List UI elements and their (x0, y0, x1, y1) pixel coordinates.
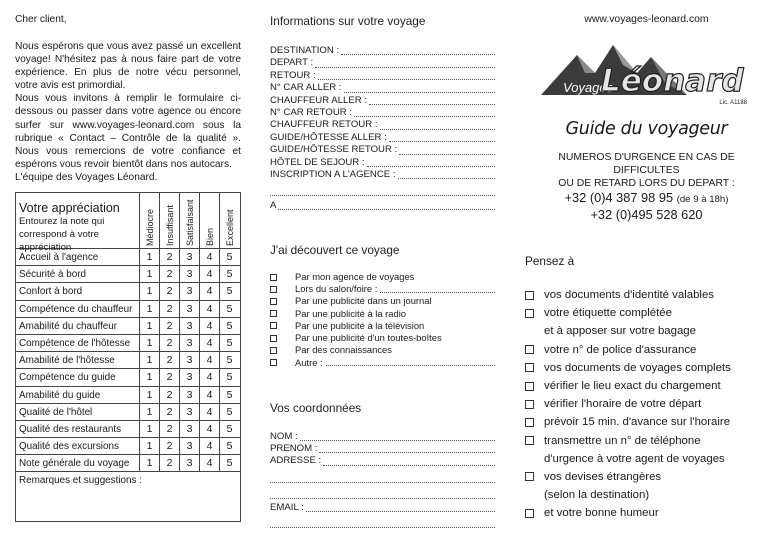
intro-text (15, 40, 241, 184)
checkbox-icon[interactable] (525, 436, 534, 445)
rating-option[interactable]: 1 (139, 318, 159, 334)
scale-label: Excellent (225, 209, 235, 246)
trip-field[interactable] (270, 107, 495, 119)
guide-title: Guide du voyageur (565, 119, 728, 139)
intro-paragraph: Nous espérons que vous avez passé un excellent voyage! N'hésitez pas à nous faire part de votre expérience. En plus de notre vécu personnel, votre avis est primordial. (15, 41, 241, 92)
phone1-text: +32 (0)4 387 98 95 (564, 190, 674, 205)
discovery-title: J'ai découvert ce voyage (270, 243, 400, 258)
rating-option[interactable]: 4 (199, 369, 219, 385)
rating-row (16, 369, 240, 386)
criterion-label: Note générale du voyage (19, 458, 130, 470)
letter (15, 14, 241, 184)
licence-text: Lic. A1188 (719, 100, 747, 106)
pensez-item-label: (selon la destination) (544, 489, 650, 502)
checkbox-icon[interactable] (270, 310, 277, 317)
trip-field[interactable] (270, 57, 495, 69)
rating-title: Votre appréciation (19, 201, 120, 215)
discovery-option[interactable] (270, 308, 495, 320)
brand-panel (525, 14, 768, 522)
contact-title: Vos coordonnées (270, 400, 362, 415)
rating-option[interactable]: 2 (159, 266, 179, 282)
pensez-item (525, 322, 768, 340)
rating-option[interactable]: 5 (219, 249, 239, 265)
pensez-item[interactable] (525, 286, 768, 304)
rating-option[interactable]: 4 (199, 318, 219, 334)
rating-row (16, 335, 240, 352)
rating-row (16, 249, 240, 266)
checkbox-icon[interactable] (525, 418, 534, 427)
checkbox-icon[interactable] (270, 286, 277, 293)
discovery-option-label: Par une publicité à la radio (295, 307, 407, 319)
rating-option[interactable]: 5 (219, 421, 239, 437)
trip-field-label: CHAUFFEUR ALLER : (270, 94, 368, 106)
criterion-label: Qualité de l'hôtel (19, 406, 93, 418)
criterion-label: Compétence du guide (19, 372, 116, 384)
discovery-option-label: Par mon agence de voyages (295, 271, 415, 283)
rating-option[interactable]: 3 (179, 249, 199, 265)
rating-option[interactable]: 3 (179, 387, 199, 403)
rating-option[interactable]: 2 (159, 352, 179, 368)
rating-row (16, 404, 240, 421)
scale-header (139, 193, 159, 249)
rating-option[interactable]: 4 (199, 438, 219, 454)
trip-field-label: HÔTEL DE SEJOUR : (270, 156, 365, 168)
trip-field-label: RETOUR : (270, 69, 316, 81)
checkbox-icon[interactable] (525, 363, 534, 372)
rating-option[interactable]: 4 (199, 404, 219, 420)
rating-option[interactable]: 3 (179, 301, 199, 317)
checkbox-icon[interactable] (525, 400, 534, 409)
discovery-option-label: Par une publicité à la télévision (295, 319, 425, 331)
criterion-label: Qualité des excursions (19, 441, 119, 453)
rating-option[interactable]: 1 (139, 421, 159, 437)
rating-option[interactable]: 3 (179, 455, 199, 471)
rating-table (15, 192, 241, 522)
phone1-hours: (de 9 à 18h) (676, 194, 729, 205)
rating-row (16, 283, 240, 300)
rating-option[interactable]: 2 (159, 421, 179, 437)
rating-option[interactable]: 2 (159, 369, 179, 385)
pensez-item (525, 450, 768, 468)
pensez-item-label: transmettre un n° de téléphone (544, 434, 701, 447)
greeting: Cher client, (15, 14, 67, 25)
pensez-item-label: votre n° de police d'assurance (544, 343, 697, 356)
rating-option[interactable]: 5 (219, 404, 239, 420)
checkbox-icon[interactable] (270, 322, 277, 329)
discovery-option[interactable] (270, 357, 495, 369)
remarks-label[interactable]: Remarques et suggestions : (19, 475, 142, 487)
logo-mountains-icon (537, 43, 757, 107)
trip-field[interactable] (270, 70, 495, 82)
rating-option[interactable]: 1 (139, 404, 159, 420)
discovery-option[interactable] (270, 344, 495, 356)
rating-option[interactable]: 1 (139, 369, 159, 385)
trip-field[interactable] (270, 132, 495, 144)
rating-option[interactable]: 5 (219, 387, 239, 403)
trip-field-label: CHAUFFEUR RETOUR : (270, 119, 378, 131)
nom-field[interactable] (270, 431, 495, 443)
rating-option[interactable]: 1 (139, 335, 159, 351)
rating-option[interactable]: 4 (199, 266, 219, 282)
rating-option[interactable]: 2 (159, 438, 179, 454)
trip-field-label: N° CAR ALLER : (270, 82, 342, 94)
rating-option[interactable]: 1 (139, 352, 159, 368)
discovery-option[interactable] (270, 295, 495, 307)
criterion-label: Amabilité de l'hôtesse (19, 355, 115, 367)
prenom-field[interactable] (270, 443, 495, 455)
rating-row (16, 455, 240, 472)
rating-option[interactable]: 3 (179, 404, 199, 420)
pensez-item-label: vos documents d'identité valables (544, 289, 714, 302)
pensez-item-label: votre étiquette complétée (544, 307, 672, 320)
rating-option[interactable]: 2 (159, 249, 179, 265)
brand-logo (537, 43, 757, 107)
urgency-line: OU DE RETARD LORS DU DEPART : (558, 178, 735, 189)
criterion-label: Amabilité du chauffeur (19, 320, 118, 332)
rating-option[interactable]: 3 (179, 283, 199, 299)
rating-option[interactable]: 3 (179, 438, 199, 454)
rating-option[interactable]: 5 (219, 455, 239, 471)
pensez-item-label: vos devises étrangères (544, 470, 662, 483)
pensez-item-label: et à apposer sur votre bagage (544, 325, 696, 338)
trip-field-label: INSCRIPTION A L'AGENCE : (270, 168, 396, 180)
email-field[interactable] (270, 502, 495, 514)
trip-field[interactable] (270, 119, 495, 131)
logo-leonard-text: Léonard (601, 63, 744, 99)
pensez-item[interactable] (525, 468, 768, 486)
rating-row (16, 266, 240, 283)
trip-field[interactable] (270, 82, 495, 94)
rating-rows (16, 249, 240, 472)
adresse-blank-line[interactable] (270, 486, 495, 498)
pensez-item-label: vérifier le lieu exact du chargement (544, 380, 721, 393)
checkbox-icon[interactable] (270, 298, 277, 305)
rating-option[interactable]: 3 (179, 266, 199, 282)
checkbox-icon[interactable] (525, 509, 534, 518)
adresse-label: ADRESSE : (270, 455, 322, 467)
pensez-item (525, 486, 768, 504)
criterion-label: Compétence de l'hôtesse (19, 337, 131, 349)
scale-label: Satisfaisant (185, 199, 195, 246)
rating-row (16, 438, 240, 455)
discovery-options (270, 271, 495, 369)
rating-option[interactable]: 2 (159, 387, 179, 403)
agency-field[interactable] (270, 200, 495, 212)
trip-field[interactable] (270, 144, 495, 156)
trip-title: Informations sur votre voyage (270, 14, 426, 28)
pensez-item-label: vérifier l'horaire de votre départ (544, 398, 702, 411)
rating-option[interactable]: 5 (219, 318, 239, 334)
website[interactable]: www.voyages-leonard.com (584, 14, 709, 25)
rating-header (16, 193, 240, 253)
rating-option[interactable]: 3 (179, 421, 199, 437)
criterion-label: Compétence du chauffeur (19, 303, 133, 315)
discovery-option[interactable] (270, 283, 495, 295)
logo-voyages-text: Voyages (563, 80, 614, 95)
rating-option[interactable]: 3 (179, 335, 199, 351)
rating-option[interactable]: 5 (219, 283, 239, 299)
scale-label: Médiocre (145, 208, 155, 246)
checkbox-icon[interactable] (525, 291, 534, 300)
rating-option[interactable]: 2 (159, 335, 179, 351)
pensez-item[interactable] (525, 413, 768, 431)
scale-header (219, 193, 239, 249)
checkbox-icon[interactable] (270, 359, 277, 366)
trip-field[interactable] (270, 157, 495, 169)
prenom-label: PRENOM : (270, 443, 318, 455)
rating-option[interactable]: 4 (199, 249, 219, 265)
discovery-option-label: Par des connaissances (295, 344, 392, 356)
criterion-label: Sécurité à bord (19, 269, 86, 281)
phone-number-1[interactable] (525, 190, 768, 207)
checkbox-icon[interactable] (525, 345, 534, 354)
phone-number-2[interactable]: +32 (0)495 528 620 (590, 207, 703, 222)
pensez-item-label: et votre bonne humeur (544, 507, 659, 520)
rating-option[interactable]: 4 (199, 335, 219, 351)
agency-label: A (270, 199, 277, 211)
checkbox-icon[interactable] (270, 274, 277, 281)
trip-field-label: GUIDE/HÔTESSE ALLER : (270, 131, 387, 143)
rating-option[interactable]: 4 (199, 421, 219, 437)
discovery-option[interactable] (270, 271, 495, 283)
trip-field[interactable] (270, 95, 495, 107)
rating-option[interactable]: 4 (199, 283, 219, 299)
rating-option[interactable]: 1 (139, 301, 159, 317)
discovery-option[interactable] (270, 320, 495, 332)
scale-label: Bien (205, 227, 215, 246)
criterion-label: Qualité des restaurants (19, 423, 122, 435)
scale-header (199, 193, 219, 249)
rating-option[interactable]: 2 (159, 283, 179, 299)
rating-option[interactable]: 3 (179, 352, 199, 368)
scale-label: Insuffisant (165, 205, 175, 246)
trip-field-label: GUIDE/HÔTESSE RETOUR : (270, 144, 398, 156)
adresse-blank-line[interactable] (270, 471, 495, 483)
nom-label: NOM : (270, 430, 298, 442)
rating-option[interactable]: 5 (219, 335, 239, 351)
trip-field[interactable] (270, 45, 495, 57)
discovery-option-label: Autre : (295, 356, 323, 368)
checkbox-icon[interactable] (525, 472, 534, 481)
scale-header (179, 193, 199, 249)
pensez-item[interactable] (525, 341, 768, 359)
rating-option[interactable]: 5 (219, 352, 239, 368)
rating-option[interactable]: 5 (219, 266, 239, 282)
rating-option[interactable]: 1 (139, 455, 159, 471)
discovery-option-label: Par une publicité dans un journal (295, 295, 432, 307)
pensez-item[interactable] (525, 395, 768, 413)
trip-blank-line[interactable] (270, 183, 495, 195)
pensez-item[interactable] (525, 504, 768, 522)
rating-option[interactable]: 5 (219, 301, 239, 317)
rating-option[interactable]: 2 (159, 301, 179, 317)
urgency-text (525, 151, 768, 190)
rating-option[interactable]: 2 (159, 318, 179, 334)
trip-field-label: DEPART : (270, 57, 314, 69)
pensez-item-label: prévoir 15 min. d'avance sur l'horaire (544, 416, 731, 429)
urgency-line: NUMEROS D'URGENCE EN CAS DE DIFFICULTES (558, 152, 735, 176)
rating-row (16, 301, 240, 318)
rating-option[interactable]: 4 (199, 301, 219, 317)
rating-row (16, 387, 240, 404)
discovery-option-label: Lors du salon/foire : (295, 283, 378, 295)
pensez-item[interactable] (525, 432, 768, 450)
intro-paragraph: Nous vous invitons à remplir le formulaire ci-dessous ou passer dans votre agence ou encore surfer sur www.voyages-leonard.com sous la rubrique « Contact – Contrôle de la qualité ». Nous vous remercions de votre confiance et espérons vous revoir bientôt dans nos autocars. (15, 93, 241, 170)
rating-option[interactable]: 3 (179, 369, 199, 385)
rating-option[interactable]: 5 (219, 438, 239, 454)
discovery-option-label: Par une publicité d'un toutes-boîtes (295, 332, 442, 344)
discovery-option[interactable] (270, 332, 495, 344)
rating-option[interactable]: 4 (199, 455, 219, 471)
rating-option[interactable]: 1 (139, 266, 159, 282)
checkbox-icon[interactable] (525, 382, 534, 391)
rating-option[interactable]: 1 (139, 283, 159, 299)
trip-field-label: DESTINATION : (270, 45, 340, 56)
checkbox-icon[interactable] (270, 347, 277, 354)
rating-option[interactable]: 4 (199, 352, 219, 368)
pensez-list (525, 286, 768, 522)
checkbox-icon[interactable] (525, 309, 534, 318)
rating-option[interactable]: 3 (179, 318, 199, 334)
rating-option[interactable]: 5 (219, 369, 239, 385)
trip-field[interactable] (270, 169, 495, 181)
rating-option[interactable]: 4 (199, 387, 219, 403)
contact-fields (270, 431, 495, 529)
scale-header (159, 193, 179, 249)
adresse-field[interactable] (270, 455, 495, 467)
rating-option[interactable]: 2 (159, 455, 179, 471)
pensez-item[interactable] (525, 359, 768, 377)
pensez-item[interactable] (525, 377, 768, 395)
pensez-item[interactable] (525, 304, 768, 322)
rating-option[interactable]: 1 (139, 438, 159, 454)
rating-subtitle: Entourez la note qui correspond à votre appréciation (19, 216, 105, 253)
rating-option[interactable]: 1 (139, 387, 159, 403)
signature: L'équipe des Voyages Léonard. (15, 171, 158, 183)
rating-row (16, 318, 240, 335)
rating-row (16, 352, 240, 369)
rating-option[interactable]: 1 (139, 249, 159, 265)
email-blank-line[interactable] (270, 516, 495, 528)
criterion-label: Confort à bord (19, 286, 83, 298)
trip-fields (270, 45, 495, 181)
criterion-label: Amabilité du guide (19, 389, 101, 401)
pensez-title: Pensez à (525, 254, 575, 268)
trip-form (270, 14, 495, 528)
checkbox-icon[interactable] (270, 335, 277, 342)
trip-field-label: N° CAR RETOUR : (270, 106, 353, 118)
email-label: EMAIL : (270, 501, 304, 513)
pensez-item-label: vos documents de voyages complets (544, 361, 731, 374)
rating-row (16, 421, 240, 438)
rating-option[interactable]: 2 (159, 404, 179, 420)
pensez-item-label: d'urgence à votre agent de voyages (544, 452, 725, 465)
criterion-label: Accueil à l'agence (19, 252, 99, 263)
